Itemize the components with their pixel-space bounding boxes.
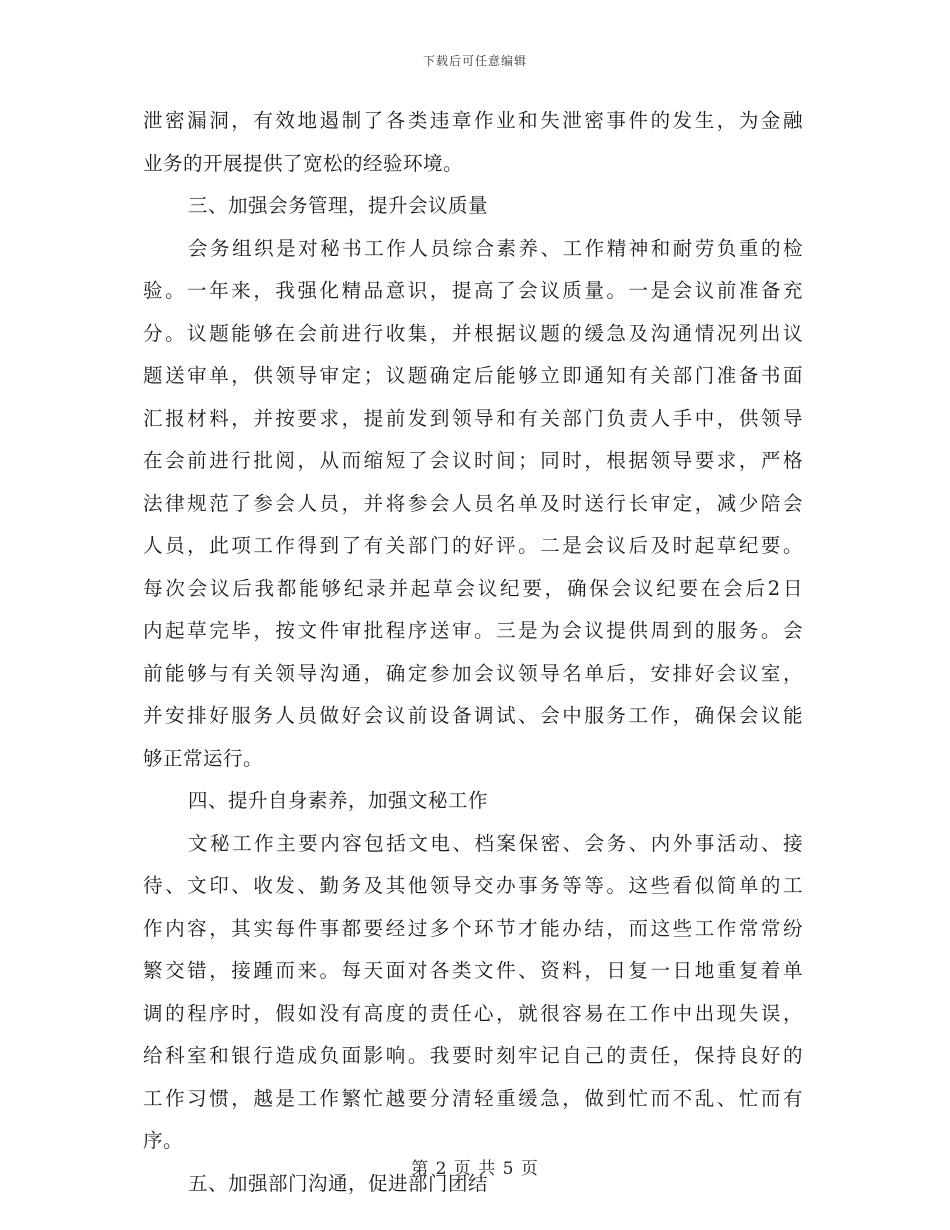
text-line: 法律规范了参会人员，并将参会人员名单及时送行长审定，减少陪会 xyxy=(143,491,803,515)
text-line: 在会前进行批阅，从而缩短了会议时间；同时，根据领导要求，严格 xyxy=(143,449,803,472)
text-line: 并安排好服务人员做好会议前设备调试、会中服务工作，确保会议能 xyxy=(143,704,803,727)
text-line: 内起草完毕，按文件审批程序送审。三是为会议提供周到的服务。会 xyxy=(143,619,803,642)
text-line: 给科室和银行造成负面影响。我要时刻牢记自己的责任，保持良好的 xyxy=(143,1044,803,1067)
text-line: 待、文印、收发、勤务及其他领导交办事务等等。这些看似简单的工 xyxy=(143,874,803,897)
text-line: 作内容，其实每件事都要经过多个环节才能办结，而这些工作常常纷 xyxy=(143,916,803,940)
text-line: 泄密漏洞，有效地遏制了各类违章作业和失泄密事件的发生，为金融 xyxy=(143,109,803,132)
page-header: 下载后可任意编辑 xyxy=(422,54,527,68)
text-line: 汇报材料，并按要求，提前发到领导和有关部门负责人手中，供领导 xyxy=(143,406,803,430)
text-line: 人员，此项工作得到了有关部门的好评。二是会议后及时起草纪要。 xyxy=(143,534,803,557)
paragraph-first-line: 四、提升自身素养，加强文秘工作 xyxy=(188,789,489,812)
text-line: 分。议题能够在会前进行收集，并根据议题的缓急及沟通情况列出议 xyxy=(143,321,803,345)
page-footer: 第 2 页 共 5 页 xyxy=(411,1159,539,1179)
text-line: 繁交错，接踵而来。每天面对各类文件、资料，日复一日地重复着单 xyxy=(143,959,803,982)
text-line: 验。一年来，我强化精品意识，提高了会议质量。一是会议前准备充 xyxy=(143,279,803,302)
document-body xyxy=(143,100,803,1205)
paragraph-first-line: 文秘工作主要内容包括文电、档案保密、会务、内外事活动、接 xyxy=(188,831,803,855)
text-line: 序。 xyxy=(143,1129,184,1152)
text-line: 调的程序时，假如没有高度的责任心，就很容易在工作中出现失误， xyxy=(143,1001,803,1025)
text-line: 每次会议后我都能够纪录并起草会议纪要，确保会议纪要在会后2日 xyxy=(143,576,803,600)
text-line: 题送审单，供领导审定；议题确定后能够立即通知有关部门准备书面 xyxy=(143,364,803,387)
text-line: 够正常运行。 xyxy=(143,746,264,770)
text-line: 工作习惯，越是工作繁忙越要分清轻重缓急，做到忙而不乱、忙而有 xyxy=(143,1086,803,1110)
paragraph-first-line: 五、加强部门沟通，促进部门团结 xyxy=(188,1171,489,1195)
paragraph-first-line: 三、加强会务管理，提升会议质量 xyxy=(188,194,489,217)
text-line: 前能够与有关领导沟通，确定参加会议领导名单后，安排好会议室， xyxy=(143,661,803,685)
paragraph-first-line: 会务组织是对秘书工作人员综合素养、工作精神和耐劳负重的检 xyxy=(188,236,803,260)
text-line: 业务的开展提供了宽松的经验环境。 xyxy=(143,151,464,175)
